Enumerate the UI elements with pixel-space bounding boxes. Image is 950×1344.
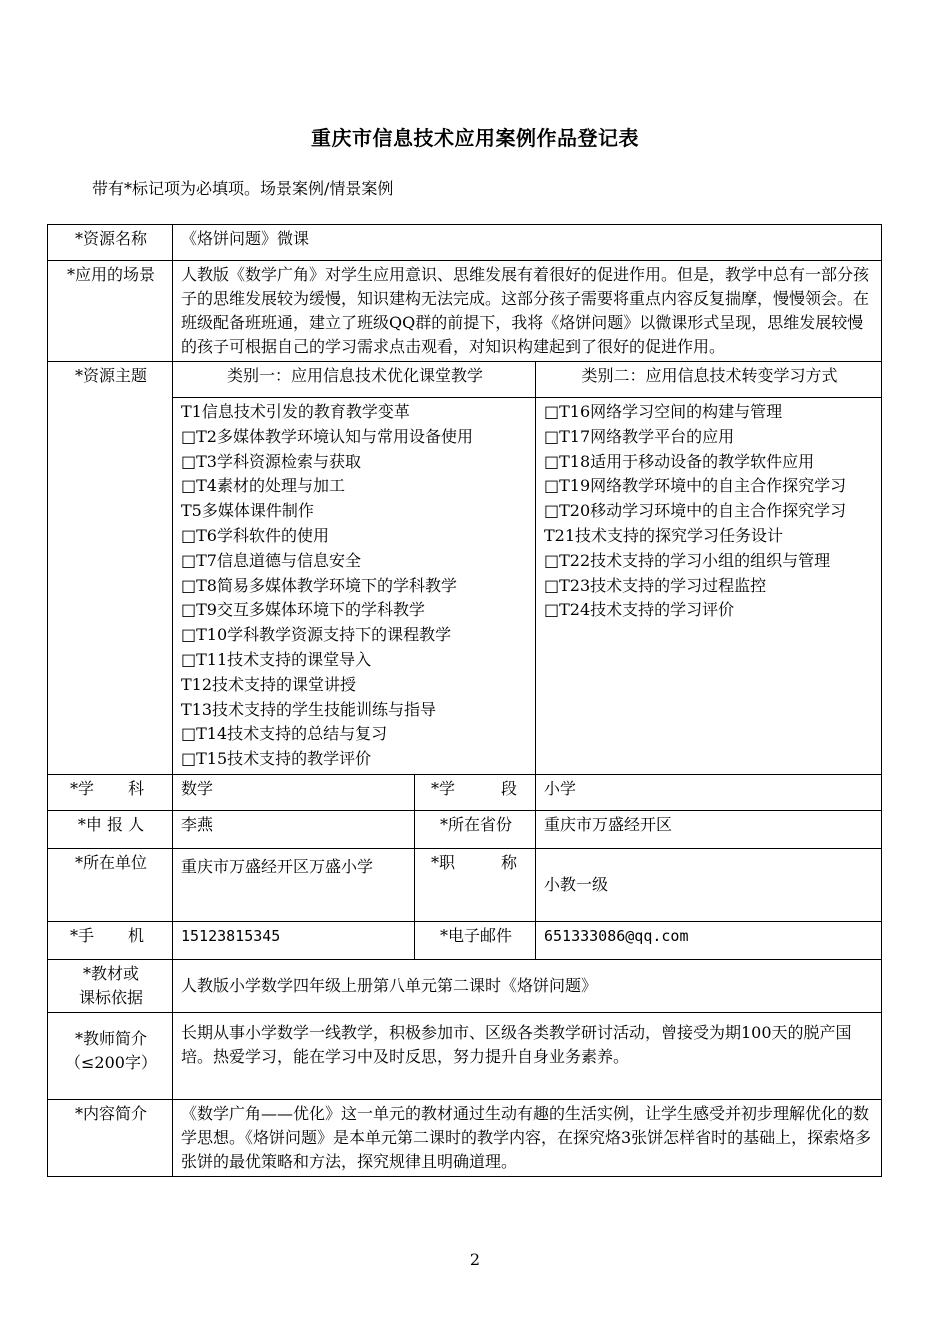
topic-item[interactable]: □T9交互多媒体环境下的学科教学: [181, 600, 425, 620]
scenario-label: *应用的场景: [48, 261, 173, 362]
topic-item[interactable]: T21技术支持的探究学习任务设计: [544, 525, 784, 545]
category-1-title: 类别一：应用信息技术优化课堂教学: [173, 362, 536, 398]
topic-item[interactable]: □T22技术支持的学习小组的组织与管理: [544, 550, 831, 570]
textbook-label: *教材或 课标依据: [48, 959, 173, 1012]
topic-item[interactable]: □T3学科资源检索与获取: [181, 451, 361, 471]
phone-label: *手 机: [48, 921, 173, 959]
topic-label: *资源主题: [48, 362, 173, 775]
row-content-intro: [48, 1099, 882, 1176]
category-1-list: [173, 398, 536, 775]
topic-item[interactable]: T13技术支持的学生技能训练与指导: [181, 699, 437, 719]
category-2-title: 类别二：应用信息技术转变学习方式: [536, 362, 882, 398]
textbook-value[interactable]: 人教版小学数学四年级上册第八单元第二课时《烙饼问题》: [173, 959, 882, 1012]
row-applicant-province: [48, 810, 882, 848]
teacher-intro-value[interactable]: 长期从事小学数学一线教学，积极参加市、区级各类教学研讨活动，曾接受为期100天的脱产国培。热爱学习，能在学习中及时反思，努力提升自身业务素养。: [173, 1012, 882, 1099]
category-2-list: [536, 398, 882, 775]
topic-item[interactable]: □T19网络教学环境中的自主合作探究学习: [544, 476, 847, 496]
topic-item[interactable]: T12技术支持的课堂讲授: [181, 674, 357, 694]
topic-item[interactable]: □T10学科教学资源支持下的课程教学: [181, 625, 452, 645]
row-phone-email: [48, 921, 882, 959]
teacher-intro-label: *教师简介 （≤200字）: [48, 1012, 173, 1099]
row-scenario: [48, 261, 882, 362]
unit-label: *所在单位: [48, 848, 173, 921]
applicant-value[interactable]: 李燕: [173, 810, 415, 848]
topic-item[interactable]: T5多媒体课件制作: [181, 501, 314, 521]
title-rank-value[interactable]: 小教一级: [536, 848, 882, 921]
topic-item[interactable]: □T15技术支持的教学评价: [181, 749, 372, 769]
stage-label: *学 段: [415, 774, 536, 810]
row-textbook: [48, 959, 882, 1012]
email-label: *电子邮件: [415, 921, 536, 959]
row-teacher-intro: [48, 1012, 882, 1099]
email-value[interactable]: 651333086@qq.com: [536, 921, 882, 959]
applicant-label: *申 报 人: [48, 810, 173, 848]
topic-item[interactable]: □T16网络学习空间的构建与管理: [544, 402, 783, 421]
scenario-value[interactable]: 人教版《数学广角》对学生应用意识、思维发展有着很好的促进作用。但是，教学中总有一部分孩子的思维发展较为缓慢，知识建构无法完成。这部分孩子需要将重点内容反复揣摩，慢慢领会。在班级配备班班通，建立了班级QQ群的前提下，我将《烙饼问题》以微课形式呈现，思维发展较慢的孩子可根据自己的学习需求点击观看，对知识构建起到了很好的促进作用。: [173, 261, 882, 362]
required-field-hint: 带有*标记项为必填项。场景案例/情景案例: [92, 179, 394, 198]
subject-value[interactable]: 数学: [173, 774, 415, 810]
resource-name-label: *资源名称: [48, 225, 173, 261]
province-value[interactable]: 重庆市万盛经开区: [536, 810, 882, 848]
unit-value[interactable]: 重庆市万盛经开区万盛小学: [173, 848, 415, 921]
topic-item[interactable]: T1信息技术引发的教育教学变革: [181, 402, 410, 421]
page-title: 重庆市信息技术应用案例作品登记表: [311, 126, 639, 150]
topic-item[interactable]: □T2多媒体教学环境认知与常用设备使用: [181, 426, 473, 446]
registration-form: [47, 224, 882, 1177]
topic-item[interactable]: □T23技术支持的学习过程监控: [544, 575, 767, 595]
province-label: *所在省份: [415, 810, 536, 848]
subject-label: *学 科: [48, 774, 173, 810]
content-intro-value[interactable]: 《数学广角——优化》这一单元的教材通过生动有趣的生活实例，让学生感受并初步理解优化的数学思想。《烙饼问题》是本单元第二课时的教学内容，在探究烙3张饼怎样省时的基础上，探索烙多张饼的最优策略和方法，探究规律且明确道理。: [173, 1099, 882, 1176]
row-topic-header: [48, 362, 882, 398]
stage-value[interactable]: 小学: [536, 774, 882, 810]
resource-name-value[interactable]: 《烙饼问题》微课: [173, 225, 882, 261]
topic-item[interactable]: □T18适用于移动设备的教学软件应用: [544, 451, 815, 471]
page-number: 2: [469, 1250, 481, 1269]
topic-item[interactable]: □T24技术支持的学习评价: [544, 600, 735, 620]
phone-value[interactable]: 15123815345: [173, 921, 415, 959]
topic-item[interactable]: □T6学科软件的使用: [181, 525, 329, 545]
topic-item[interactable]: □T8简易多媒体教学环境下的学科教学: [181, 575, 457, 595]
row-unit-title: [48, 848, 882, 921]
topic-item[interactable]: □T14技术支持的总结与复习: [181, 724, 388, 744]
row-resource-name: [48, 225, 882, 261]
row-subject-stage: [48, 774, 882, 810]
content-intro-label: *内容简介: [48, 1099, 173, 1176]
title-rank-label: *职 称: [415, 848, 536, 921]
topic-item[interactable]: □T4素材的处理与加工: [181, 476, 345, 496]
topic-item[interactable]: □T7信息道德与信息安全: [181, 550, 361, 570]
topic-item[interactable]: □T11技术支持的课堂导入: [181, 649, 372, 669]
topic-item[interactable]: □T17网络教学平台的应用: [544, 426, 735, 446]
topic-item[interactable]: □T20移动学习环境中的自主合作探究学习: [544, 501, 847, 521]
row-topic-items: [48, 398, 882, 775]
